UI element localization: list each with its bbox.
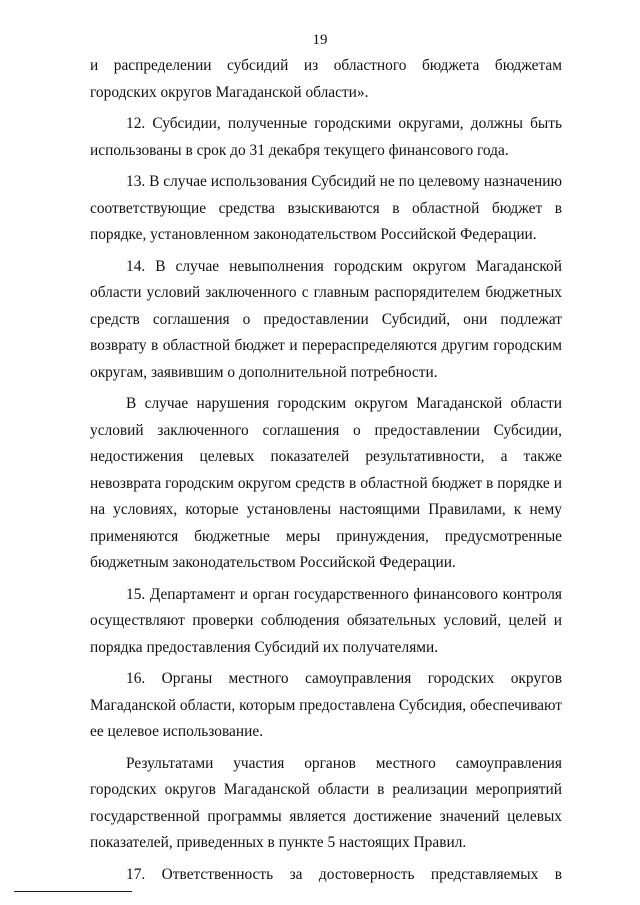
paragraph-item-14: 14. В случае невыполнения городским округом Магаданской области условий заключенного с главным распорядителем бюджетных средств соглашения о предоставлении Субсидий, они подлежат возврату в областной бюджет и перераспределяются другим городским округам, заявившим о дополнительной потребности.: [90, 257, 562, 381]
document-body: [90, 53, 562, 893]
footer-rule: [14, 891, 132, 892]
paragraph-violation-consequences: В случае нарушения городским округом Магаданской области условий заключенного соглашения о предоставлении Субсидии, недостижения целевых показателей результативности, а также невозврата городским округом средств в областной бюджет в порядке и на условиях, которые установлены настоящими Правилами, к нему применяются бюджетные меры принуждения, предусмотренные бюджетным законодательством Российской Федерации.: [90, 395, 562, 571]
paragraph-results: Результатами участия органов местного самоуправления городских округов Магаданской области в реализации мероприятий государственной программы является достижение значений целевых показателей, приведенных в пункте 5 настоящих Правил.: [90, 754, 562, 851]
paragraph-item-13: 13. В случае использования Субсидий не по целевому назначению соответствующие средства взыскиваются в областной бюджет в порядке, установленном законодательством Российской Федерации.: [90, 173, 562, 243]
page-number: 19: [312, 32, 328, 48]
paragraph-item-17: 17. Ответственность за достоверность представляемых в: [126, 865, 562, 883]
paragraph-continuation: и распределении субсидий из областного бюджета бюджетам городских округов Магаданской области».: [90, 57, 562, 101]
paragraph-item-16: 16. Органы местного самоуправления городских округов Магаданской области, которым предоставлена Субсидия, обеспечивают ее целевое использование.: [90, 670, 562, 740]
paragraph-item-12: 12. Субсидии, полученные городскими округами, должны быть использованы в срок до 31 декабря текущего финансового года.: [90, 115, 562, 159]
paragraph-item-15: 15. Департамент и орган государственного финансового контроля осуществляют проверки соблюдения обязательных условий, целей и порядка предоставления Субсидий их получателями.: [90, 585, 562, 656]
